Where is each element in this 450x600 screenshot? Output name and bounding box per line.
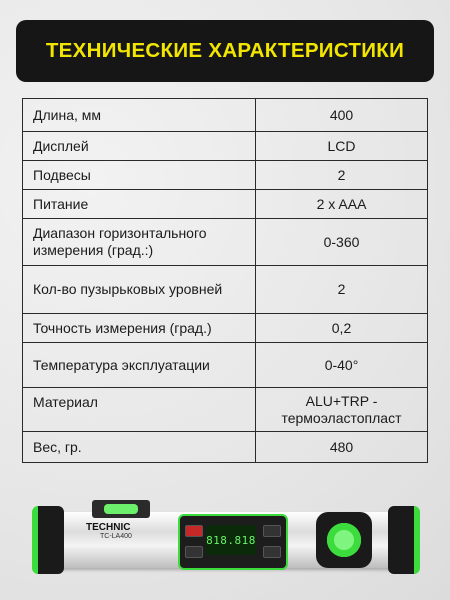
table-row [23, 161, 428, 190]
top-bubble-vial [92, 500, 150, 518]
table-row [23, 314, 428, 343]
spec-value: 2 [256, 161, 428, 190]
spec-value: 2 [256, 266, 428, 314]
table-row [23, 99, 428, 132]
spec-param: Диапазон горизонтального измерения (град.:) [23, 219, 256, 266]
hold-button-icon [263, 546, 281, 558]
title-banner [16, 20, 434, 82]
table-row [23, 343, 428, 388]
digital-level-image [28, 500, 424, 580]
spec-param: Питание [23, 190, 256, 219]
spec-param: Точность измерения (град.) [23, 314, 256, 343]
spec-value: 480 [256, 432, 428, 463]
model-label: TC-LA400 [100, 533, 132, 540]
spec-value: 0,2 [256, 314, 428, 343]
level-end-cap-left [32, 506, 64, 574]
lcd-panel [178, 514, 288, 570]
power-button-icon [185, 525, 203, 537]
table-row [23, 219, 428, 266]
spec-value: 0-40° [256, 343, 428, 388]
lcd-readout: 818.818 [206, 525, 256, 555]
table-row [23, 266, 428, 314]
spec-param: Материал [23, 388, 256, 432]
table-row [23, 132, 428, 161]
spec-value: LCD [256, 132, 428, 161]
table-row [23, 388, 428, 432]
page-title: ТЕХНИЧЕСКИЕ ХАРАКТЕРИСТИКИ [45, 39, 405, 62]
spec-value: 0-360 [256, 219, 428, 266]
brand-logo: TECHNIC [86, 522, 131, 533]
spec-param: Вес, гр. [23, 432, 256, 463]
mode-button-icon [263, 525, 281, 537]
spec-param: Кол-во пузырьковых уровней [23, 266, 256, 314]
spec-value: ALU+TRP - термоэластопласт [256, 388, 428, 432]
specs-table [22, 98, 428, 463]
table-row [23, 432, 428, 463]
spec-value: 400 [256, 99, 428, 132]
spec-value: 2 x AAA [256, 190, 428, 219]
panel-button-icon [185, 546, 203, 558]
level-end-cap-right [388, 506, 420, 574]
spec-param: Дисплей [23, 132, 256, 161]
table-row [23, 190, 428, 219]
spec-param: Длина, мм [23, 99, 256, 132]
round-bubble-vial [316, 512, 372, 568]
spec-param: Температура эксплуатации [23, 343, 256, 388]
spec-param: Подвесы [23, 161, 256, 190]
